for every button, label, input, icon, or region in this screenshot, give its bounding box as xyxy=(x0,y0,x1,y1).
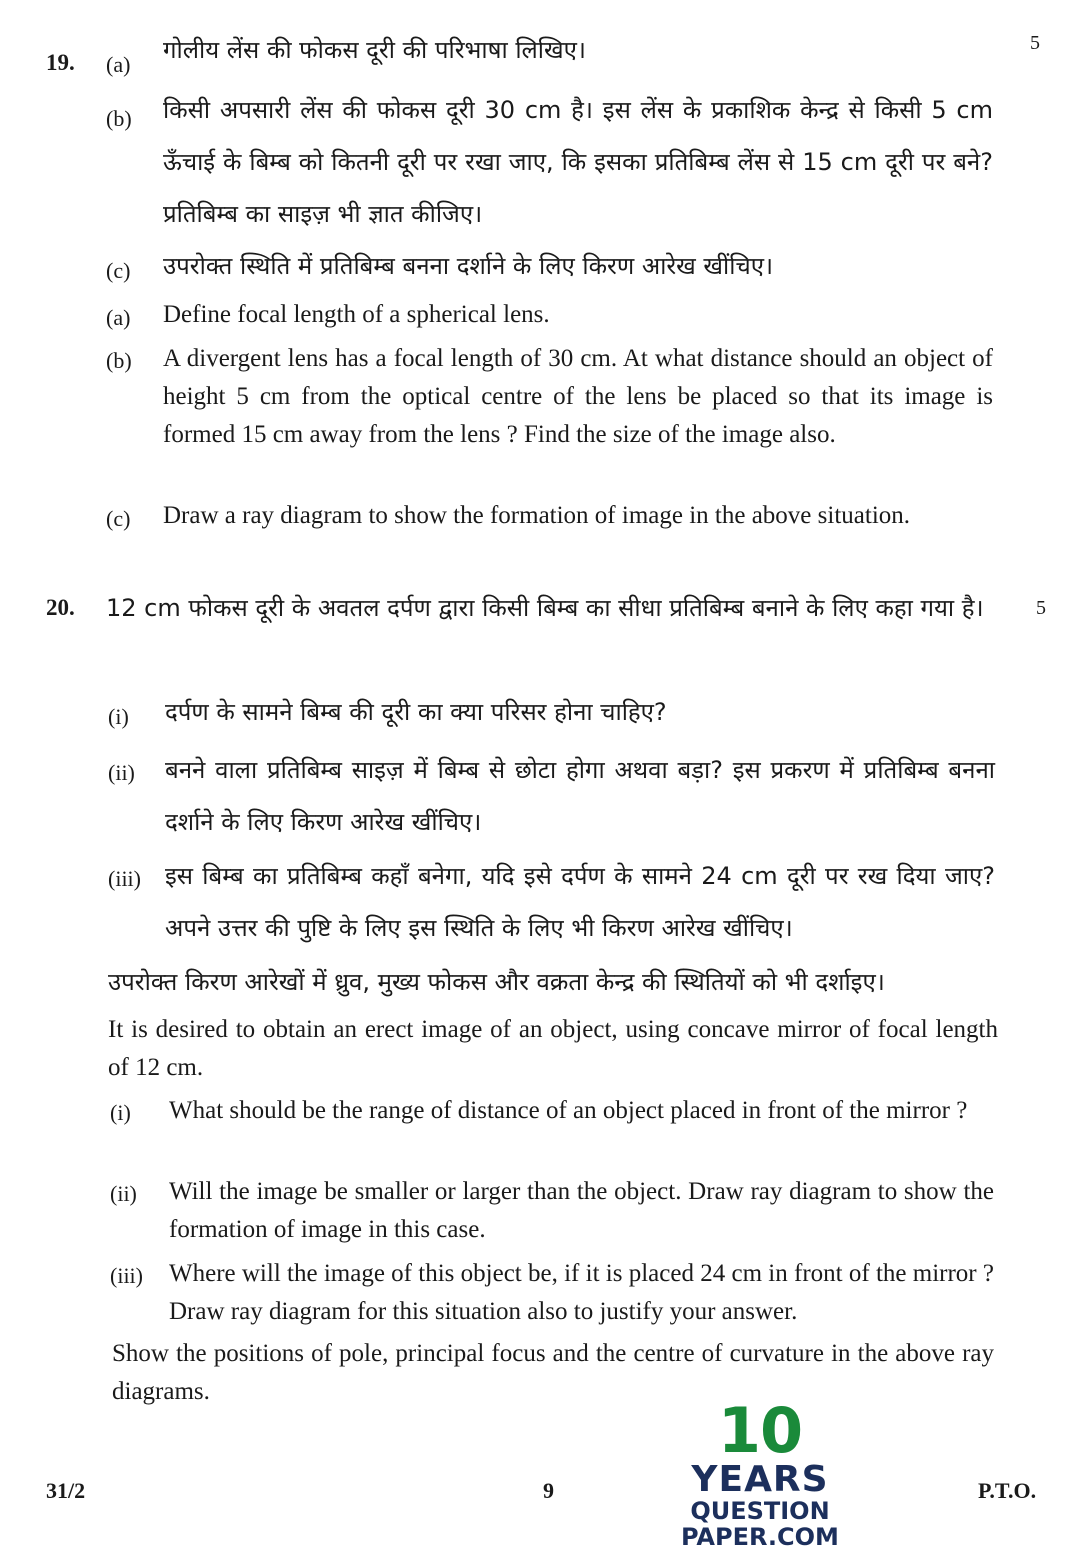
q19-hindi-c-text: उपरोक्त स्थिति में प्रतिबिम्ब बनना दर्शाने के लिए किरण आरेख खींचिए। xyxy=(163,252,774,280)
watermark-logo xyxy=(620,1394,900,1551)
q20-hindi-ii-label: (ii) xyxy=(108,760,135,785)
q19-hindi-b-label: (b) xyxy=(106,106,132,131)
q20-english-i-text: What should be the range of distance of an object placed in front of the mirror ? xyxy=(169,1097,968,1124)
q20-english-iii-label: (iii) xyxy=(110,1263,143,1288)
q20-english-ii-text: Will the image be smaller or larger than the object. Draw ray diagram to show the formation of image in this case. xyxy=(169,1178,994,1243)
q19-english-c-text: Draw a ray diagram to show the formation of image in the above situation. xyxy=(163,502,911,529)
paper-code: 31/2 xyxy=(46,1478,86,1503)
q19-english-b-text: A divergent lens has a focal length of 30 cm. At what distance should an object of height 5 cm from the optical centre of the lens be placed so that its image is formed 15 cm away from the lens ? Find the size of the image also. xyxy=(163,345,993,448)
question-number-20: 20. xyxy=(46,595,75,620)
q19-english-c-label: (c) xyxy=(106,506,131,531)
q20-hindi-closing: उपरोक्त किरण आरेखों में ध्रुव, मुख्य फोकस और वक्रता केन्द्र की स्थितियों को भी दर्शाइए। xyxy=(108,968,885,996)
watermark-site: QUESTION PAPER.COM xyxy=(681,1497,839,1551)
q19-hindi-a-label: (a) xyxy=(106,52,131,77)
question-20-marks: 5 xyxy=(1036,597,1046,619)
pto-label: P.T.O. xyxy=(978,1478,1037,1503)
q20-hindi-i-label: (i) xyxy=(108,704,129,729)
q20-hindi-i-text: दर्पण के सामने बिम्ब की दूरी का क्या परिसर होना चाहिए? xyxy=(165,698,667,726)
q19-hindi-a-text: गोलीय लेंस की फोकस दूरी की परिभाषा लिखिए। xyxy=(163,36,587,64)
q19-english-a-label: (a) xyxy=(106,305,131,330)
q20-hindi-iii-text: इस बिम्ब का प्रतिबिम्ब कहाँ बनेगा, यदि इसे दर्पण के सामने 24 cm दूरी पर रख दिया जाए? अपने उत्तर की पुष्टि के लिए इस स्थिति के लिए भी किरण आरेख खींचिए। xyxy=(165,862,995,942)
q19-english-a-text: Define focal length of a spherical lens. xyxy=(163,301,550,328)
q19-hindi-b-text: किसी अपसारी लेंस की फोकस दूरी 30 cm है। इस लेंस के प्रकाशिक केन्द्र से किसी 5 cm ऊँचाई के बिम्ब को कितनी दूरी पर रखा जाए, कि इसका प्रतिबिम्ब लेंस से 15 cm दूरी पर बने? प्रतिबिम्ब का साइज़ भी ज्ञात कीजिए। xyxy=(163,96,993,228)
q20-english-intro: It is desired to obtain an erect image of an object, using concave mirror of focal length of 12 cm. xyxy=(108,1016,998,1081)
q19-english-b-label: (b) xyxy=(106,348,132,373)
watermark-years: YEARS xyxy=(691,1459,829,1500)
question-number-19: 19. xyxy=(46,50,75,75)
page-number: 9 xyxy=(543,1478,554,1503)
question-19-marks: 5 xyxy=(1030,32,1040,54)
q20-english-closing: Show the positions of pole, principal focus and the centre of curvature in the above ray diagrams. xyxy=(112,1340,994,1405)
q20-english-ii-label: (ii) xyxy=(110,1181,137,1206)
q19-hindi-c-label: (c) xyxy=(106,258,131,283)
q20-hindi-intro: 12 cm फोकस दूरी के अवतल दर्पण द्वारा किसी बिम्ब का सीधा प्रतिबिम्ब बनाने के लिए कहा गया है। xyxy=(106,594,984,622)
q20-english-iii-text: Where will the image of this object be, if it is placed 24 cm in front of the mirror ? Draw ray diagram for this situation also to justify your answer. xyxy=(169,1260,994,1325)
q20-hindi-iii-label: (iii) xyxy=(108,866,141,891)
q20-english-i-label: (i) xyxy=(110,1100,131,1125)
q20-hindi-ii-text: बनने वाला प्रतिबिम्ब साइज़ में बिम्ब से छोटा होगा अथवा बड़ा? इस प्रकरण में प्रतिबिम्ब बनना दर्शाने के लिए किरण आरेख खींचिए। xyxy=(165,756,995,836)
watermark-number: 10 xyxy=(717,1394,803,1467)
